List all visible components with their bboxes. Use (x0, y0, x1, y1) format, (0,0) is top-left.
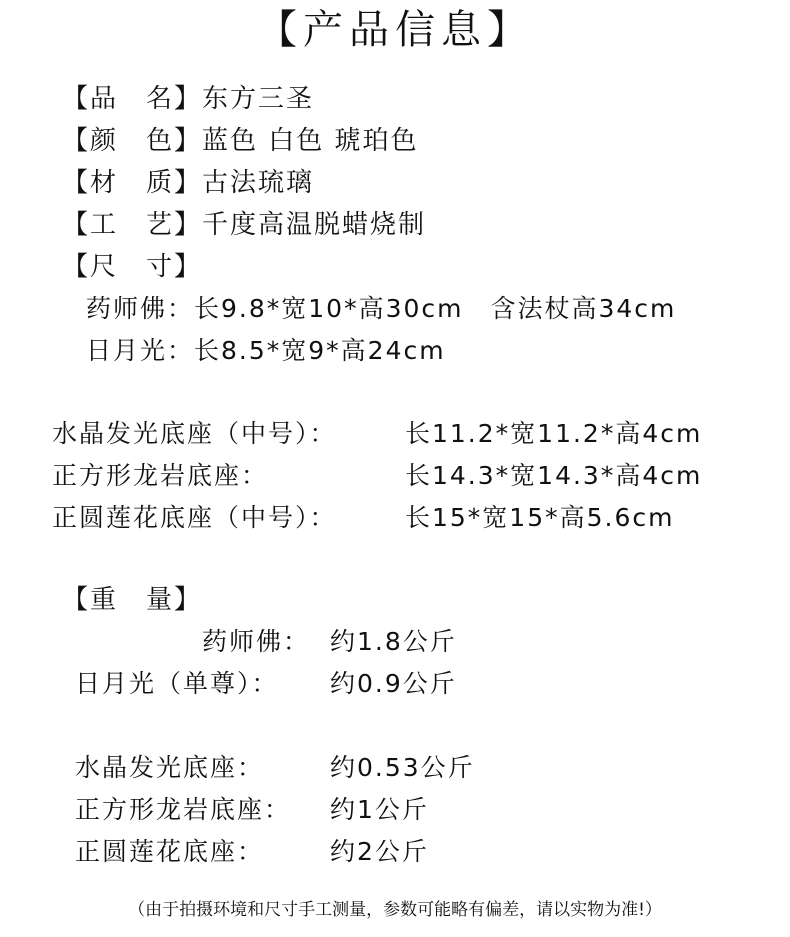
base-value: 长15*宽15*高5.6cm (405, 503, 675, 532)
weight-label: 正圆莲花底座： (75, 837, 265, 866)
base-value: 长11.2*宽11.2*高4cm (405, 419, 703, 448)
spec-size-heading (62, 254, 202, 280)
weight-value: 约2公斤 (330, 837, 429, 866)
spec-value: 东方三圣 (202, 84, 315, 114)
spec-value: 蓝色 白色 琥珀色 (202, 126, 419, 156)
spec-label: 【材 质】 (62, 168, 203, 198)
spec-label: 【工 艺】 (62, 210, 203, 240)
base-label: 正圆莲花底座（中号）： (52, 503, 337, 532)
size-value: 长8.5*宽9*高24cm (194, 336, 446, 365)
spec-material (62, 170, 314, 196)
base-value: 长14.3*宽14.3*高4cm (405, 461, 703, 490)
spec-color (62, 128, 419, 154)
size-row (86, 338, 446, 363)
spec-name (62, 86, 314, 112)
spec-value: 千度高温脱蜡烧制 (202, 210, 427, 240)
weight-value: 约1.8公斤 (330, 627, 457, 656)
weight-label: 药师佛： (202, 627, 311, 656)
disclaimer-note: （由于拍摄环境和尺寸手工测量，参数可能略有偏差，请以实物为准!） (128, 900, 662, 920)
spec-label: 【尺 寸】 (62, 252, 203, 282)
spec-label: 【颜 色】 (62, 126, 203, 156)
weight-value: 约0.53公斤 (330, 753, 475, 782)
size-value: 长9.8*宽10*高30cm 含法杖高34cm (194, 294, 677, 323)
weight-label: 正方形龙岩底座： (75, 795, 292, 824)
size-row (86, 296, 676, 321)
page-title: 【产品信息】 (257, 7, 533, 53)
weight-label: 水晶发光底座： (75, 753, 265, 782)
weight-value: 约0.9公斤 (330, 669, 457, 698)
weight-value: 约1公斤 (330, 795, 429, 824)
spec-label: 【品 名】 (62, 84, 203, 114)
base-label: 水晶发光底座（中号）： (52, 419, 337, 448)
spec-value: 古法琉璃 (202, 168, 315, 198)
size-label: 日月光： (86, 336, 195, 365)
base-label: 正方形龙岩底座： (52, 461, 269, 490)
weight-heading: 【重 量】 (62, 585, 203, 615)
size-label: 药师佛： (86, 294, 195, 323)
weight-label: 日月光（单尊）： (75, 669, 279, 698)
spec-craft (62, 212, 426, 238)
